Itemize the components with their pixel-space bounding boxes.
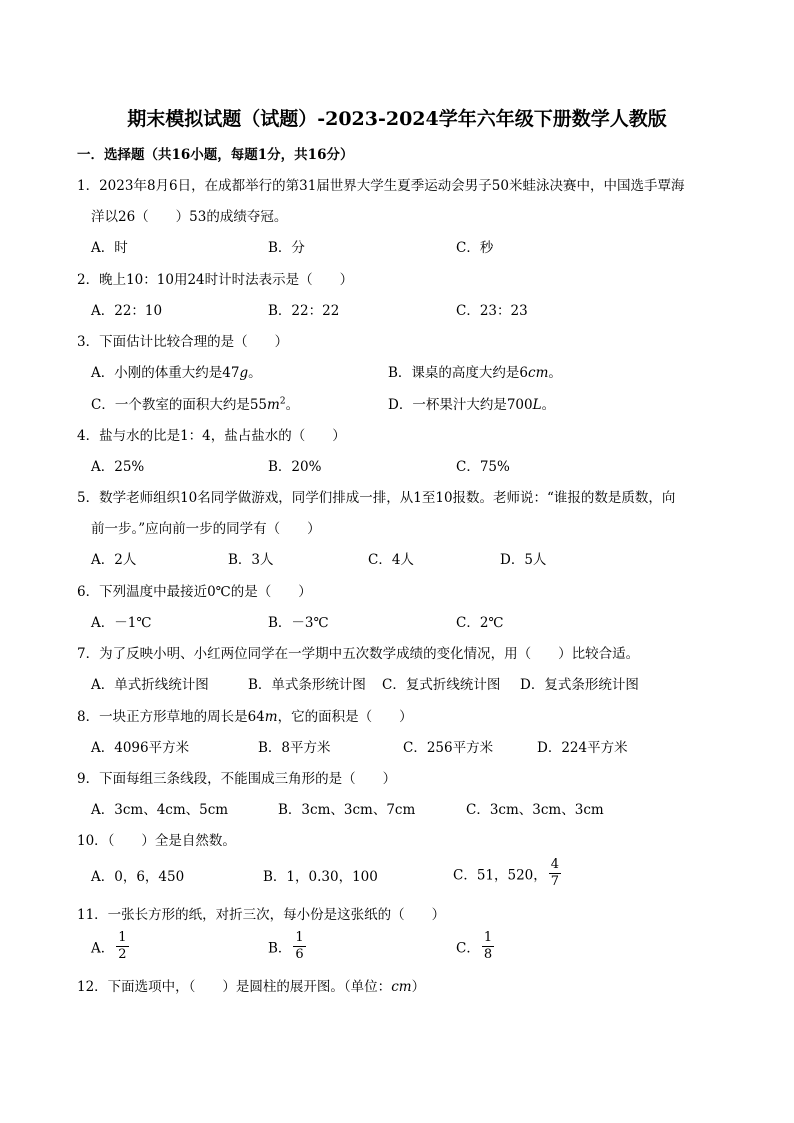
question-1-option-b: B．分: [268, 240, 305, 256]
question-5-option-b: B．3人: [228, 552, 274, 568]
question-6-option-a: A．－1℃: [91, 615, 152, 631]
question-9-option-b: B．3cm、3cm、7cm: [278, 802, 416, 818]
question-4-option-a: A．25%: [91, 459, 145, 475]
question-10-option-c: C．51，520， $\frac{4}{7}$: [453, 857, 560, 889]
question-5-stem-line-2: 前一步。”应向前一步的同学有（ ）: [91, 521, 321, 537]
question-7-option-d: D．复式条形统计图: [520, 677, 639, 693]
question-1-stem-line-1: 1．2023年8月6日，在成都举行的第31届世界大学生夏季运动会男子50米蛙泳决赛中，中国选手覃海: [77, 178, 685, 194]
fraction: $\frac{1}{6}$: [295, 930, 304, 962]
question-3-option-a: A．小刚的体重大约是47g。: [91, 365, 262, 381]
question-7-stem: 7．为了反映小明、小红两位同学在一学期中五次数学成绩的变化情况，用（ ）比较合适。: [77, 646, 640, 662]
question-11-option-a: A． $\frac{1}{2}$: [91, 930, 127, 962]
question-12-stem: 12．下面选项中，（ ）是圆柱的展开图。（单位：cm）: [77, 979, 426, 995]
question-10-option-b: B．1，0.30，100: [263, 869, 378, 885]
question-3-stem: 3．下面估计比较合理的是（ ）: [77, 334, 289, 350]
question-8-stem: 8．一块正方形草地的周长是64m，它的面积是（ ）: [77, 709, 413, 725]
question-5-option-d: D．5人: [500, 552, 547, 568]
question-1-stem-line-2: 洋以26（ ）53的成绩夺冠。: [91, 209, 288, 225]
question-5-stem-line-1: 5．数学老师组织10名同学做游戏，同学们排成一排，从1至10报数。老师说：“谁报的数是质数，向: [77, 490, 676, 506]
question-2-option-a: A．22：10: [91, 303, 163, 319]
section-heading: 一．选择题（共16小题，每题1分，共16分）: [77, 147, 354, 163]
question-2-option-b: B．22：22: [268, 303, 340, 319]
question-5-option-c: C．4人: [368, 552, 414, 568]
question-3-option-d: D．一杯果汁大约是700L。: [388, 397, 556, 413]
question-8-option-c: C．256平方米: [403, 740, 494, 756]
question-4-stem: 4．盐与水的比是1：4，盐占盐水的（ ）: [77, 428, 346, 444]
question-2-option-c: C．23：23: [456, 303, 528, 319]
question-1-option-a: A．时: [91, 240, 128, 256]
question-3-option-b: B．课桌的高度大约是6cm。: [388, 365, 562, 381]
question-9-option-a: A．3cm、4cm、5cm: [91, 802, 229, 818]
question-6-stem: 6．下列温度中最接近0℃的是（ ）: [77, 584, 312, 600]
question-9-option-c: C．3cm、3cm、3cm: [466, 802, 604, 818]
fraction: $\frac{1}{8}$: [483, 930, 493, 962]
question-7-option-a: A．单式折线统计图: [91, 677, 209, 693]
question-3-option-c: C．一个教室的面积大约是$55m^2$。: [91, 396, 300, 413]
question-4-option-c: C．75%: [456, 459, 510, 475]
question-11-option-b: B． $\frac{1}{6}$: [268, 930, 304, 962]
question-8-option-a: A．4096平方米: [91, 740, 190, 756]
fraction: $\frac{1}{2}$: [118, 930, 127, 962]
question-5-option-a: A．2人: [91, 552, 137, 568]
fraction: $\frac{4}{7}$: [550, 857, 560, 889]
question-7-option-b: B．单式条形统计图: [248, 677, 366, 693]
question-4-option-b: B．20%: [268, 459, 322, 475]
question-8-option-d: D．224平方米: [537, 740, 628, 756]
question-11-option-c: C． $\frac{1}{8}$: [456, 930, 493, 962]
question-11-stem: 11．一张长方形的纸，对折三次，每小份是这张纸的（ ）: [77, 907, 446, 923]
question-9-stem: 9．下面每组三条线段，不能围成三角形的是（ ）: [77, 771, 397, 787]
question-2-stem: 2．晚上10：10用24时计时法表示是（ ）: [77, 272, 354, 288]
question-1-option-c: C．秒: [456, 240, 494, 256]
question-6-option-b: B．－3℃: [268, 615, 329, 631]
question-10-stem: 10．（ ）全是自然数。: [77, 833, 236, 849]
question-10-option-a: A．0，6，450: [91, 869, 185, 885]
question-8-option-b: B．8平方米: [258, 740, 331, 756]
question-6-option-c: C．2℃: [456, 615, 504, 631]
question-7-option-c: C．复式折线统计图: [382, 677, 501, 693]
page-title: 期末模拟试题（试题）-2023-2024学年六年级下册数学人教版: [127, 108, 667, 130]
